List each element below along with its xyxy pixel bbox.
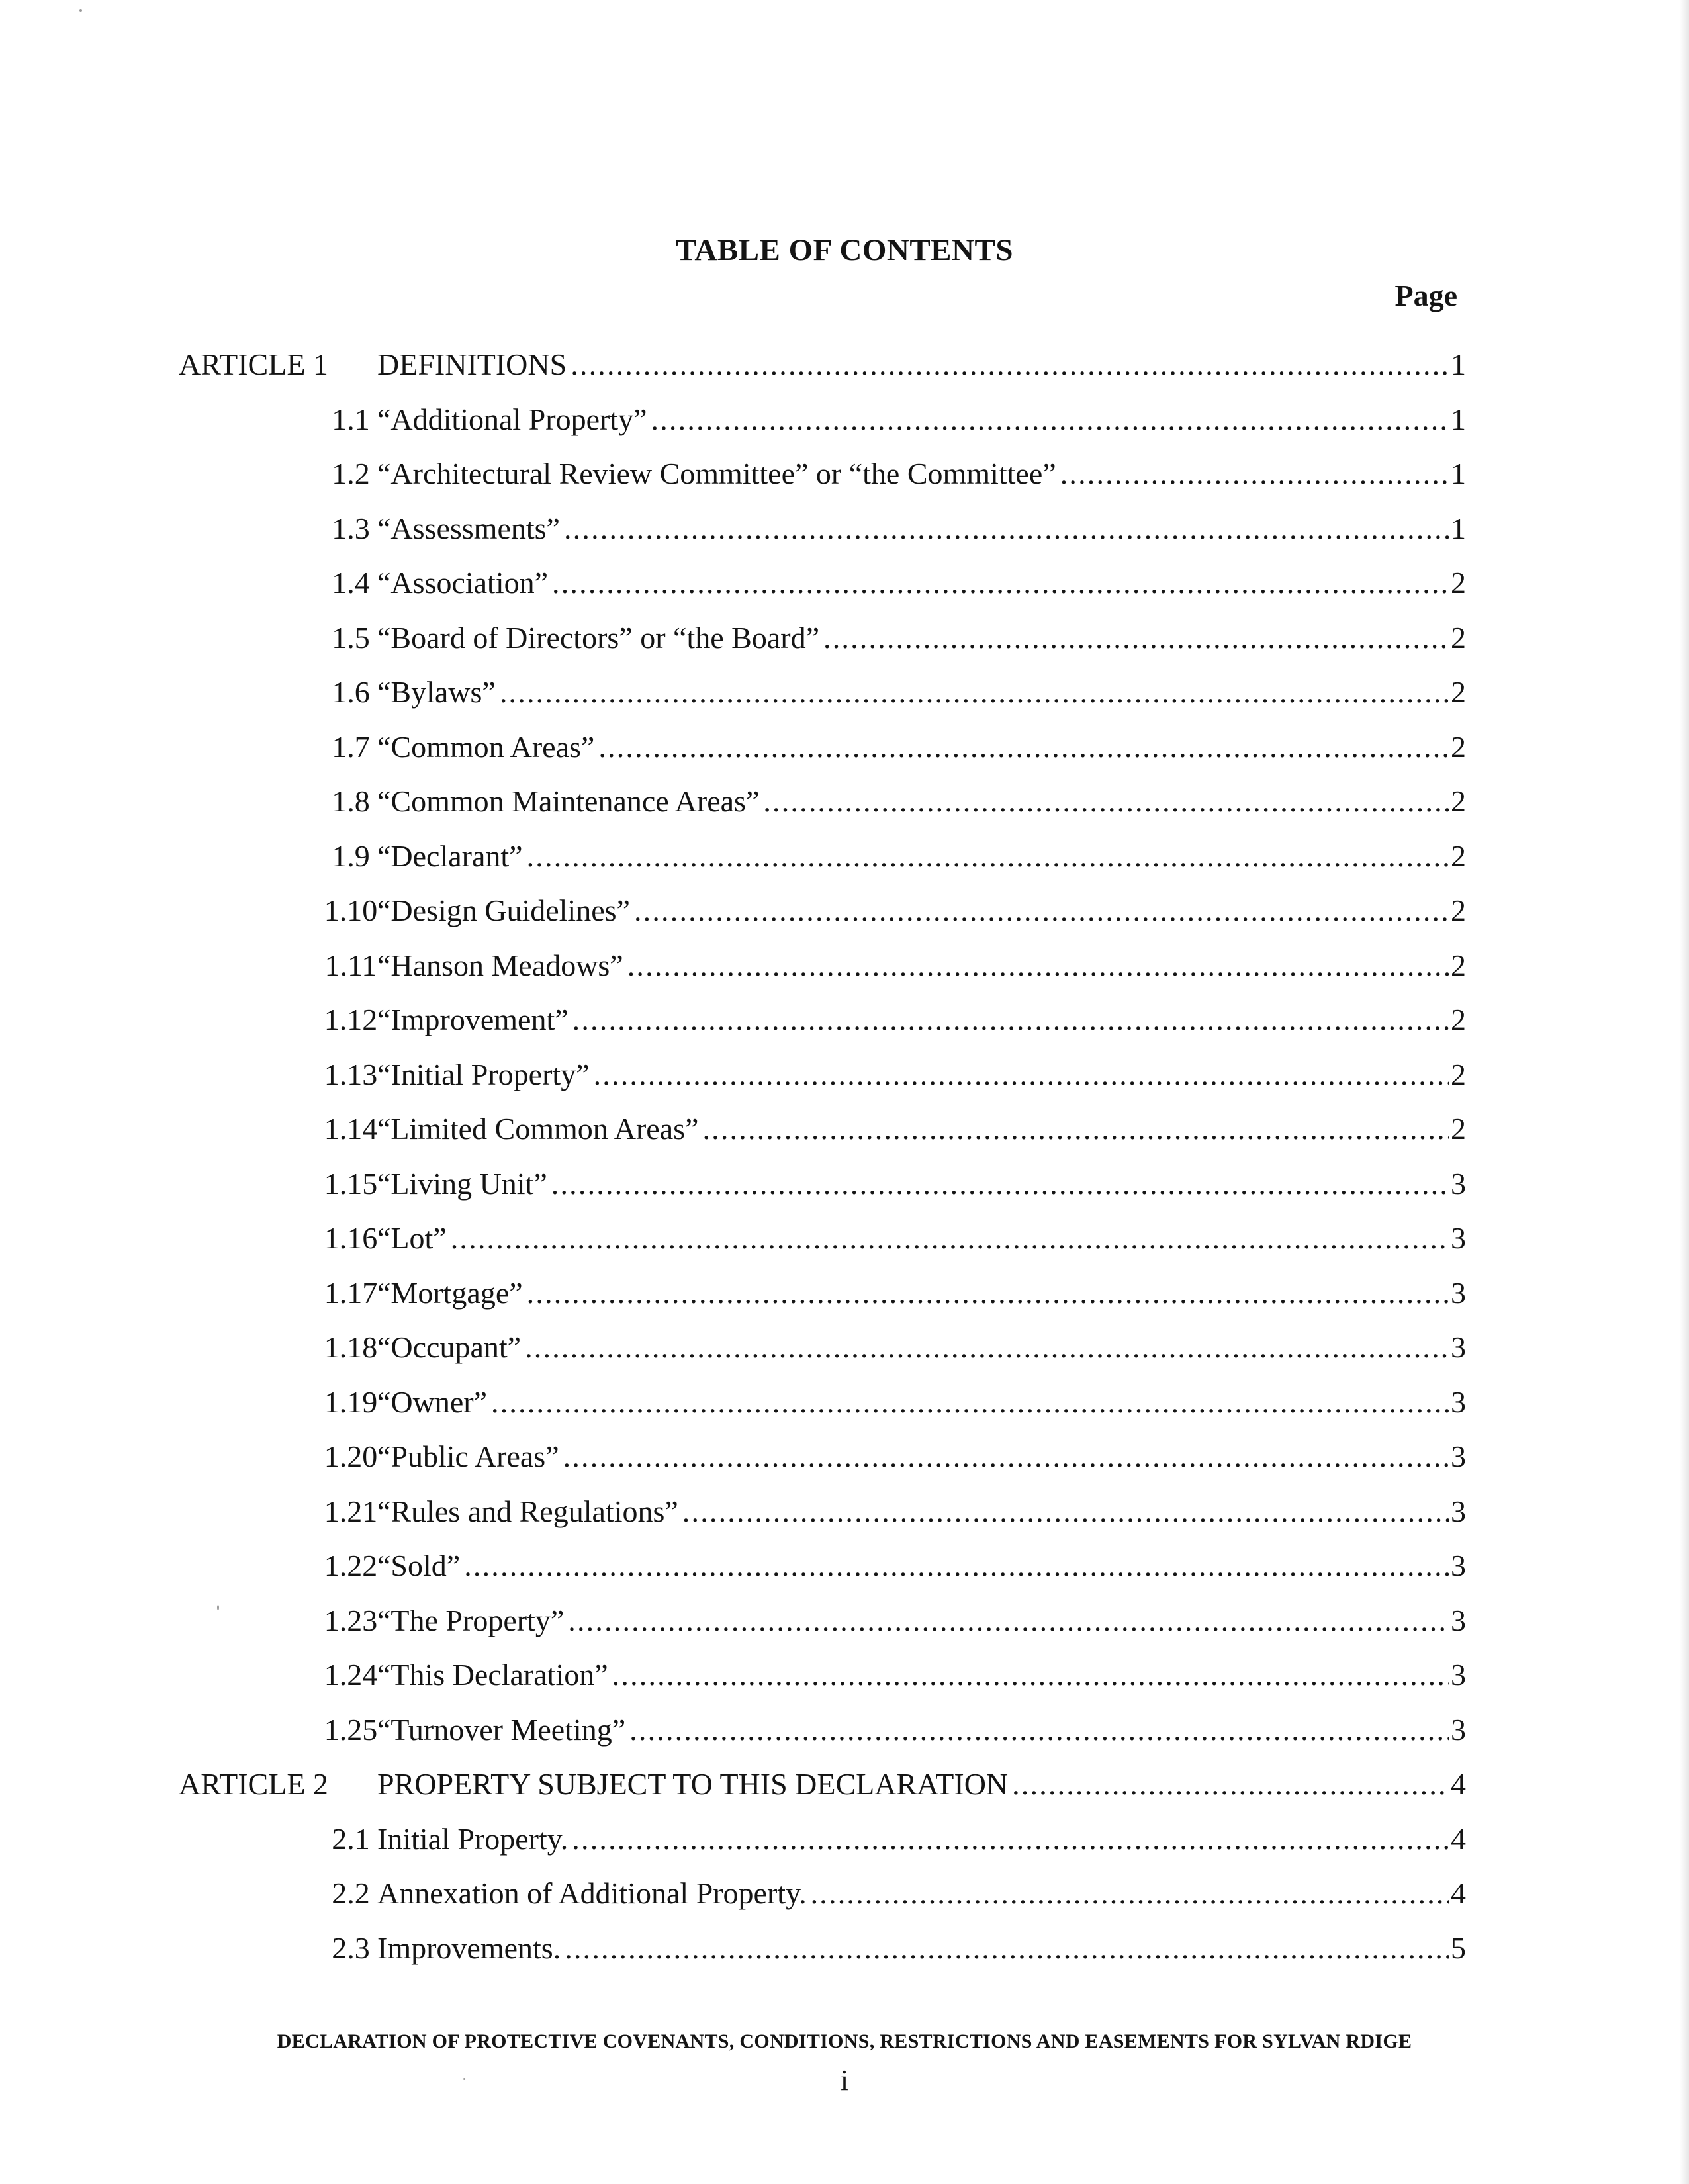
toc-entry-line <box>377 1211 1466 1266</box>
section-number: 1.5 <box>332 620 370 655</box>
toc-page-number: 3 <box>1451 1221 1466 1255</box>
toc-page-number: 2 <box>1451 566 1466 600</box>
toc-entry-line <box>377 556 1466 611</box>
section-number: 1.23 <box>324 1603 378 1637</box>
toc-page-number: 3 <box>1451 1166 1466 1201</box>
dot-leader <box>627 938 1449 993</box>
article-number: ARTICLE 2 <box>179 1767 328 1801</box>
toc-entry-line <box>377 1757 1466 1812</box>
dot-leader <box>612 1648 1449 1703</box>
toc-entry-line <box>377 993 1466 1048</box>
toc-section-row <box>179 938 1466 993</box>
section-number: 1.21 <box>324 1494 378 1528</box>
dot-leader <box>500 665 1449 720</box>
section-title: “Limited Common Areas” <box>377 1112 699 1146</box>
toc-page-number: 2 <box>1451 784 1466 818</box>
toc-section-row <box>179 611 1466 666</box>
toc-section-row <box>179 447 1466 502</box>
toc-entry-line <box>377 1921 1466 1976</box>
dot-leader <box>571 338 1449 392</box>
scanned-page-edge <box>1680 0 1689 2184</box>
section-title: “Owner” <box>377 1385 488 1419</box>
toc-section-row <box>179 1866 1466 1921</box>
toc-entry-line <box>377 502 1466 557</box>
toc-section-row <box>179 556 1466 611</box>
dot-leader <box>598 720 1449 775</box>
section-number: 1.18 <box>324 1330 378 1364</box>
toc-page-number: 4 <box>1451 1876 1466 1910</box>
section-title: “Living Unit” <box>377 1166 547 1201</box>
toc-article-row <box>179 338 1466 392</box>
dot-leader <box>568 1594 1449 1649</box>
toc-page-number: 2 <box>1451 948 1466 982</box>
toc-section-row <box>179 1812 1466 1867</box>
toc-section-row <box>179 392 1466 447</box>
dot-leader <box>1060 447 1449 502</box>
toc-section-row <box>179 1594 1466 1649</box>
section-number: 2.2 <box>332 1876 370 1910</box>
section-title: Annexation of Additional Property. <box>377 1876 807 1910</box>
toc-entry-line <box>377 611 1466 666</box>
dot-leader <box>527 829 1449 884</box>
section-number: 1.3 <box>332 511 370 545</box>
toc-entry-line <box>377 447 1466 502</box>
toc-page-number: 4 <box>1451 1767 1466 1801</box>
toc-section-row <box>179 1048 1466 1103</box>
section-number: 1.9 <box>332 839 370 873</box>
dot-leader <box>563 1430 1449 1484</box>
toc-entry-line <box>377 1866 1466 1921</box>
dot-leader <box>564 502 1449 557</box>
section-title: Initial Property. <box>377 1821 569 1856</box>
toc-entry-line <box>377 1484 1466 1539</box>
toc-entry-line <box>377 938 1466 993</box>
toc-entry-line <box>377 1812 1466 1867</box>
toc-section-row <box>179 1266 1466 1321</box>
toc-page-number: 4 <box>1451 1821 1466 1856</box>
toc-section-row <box>179 502 1466 557</box>
section-title: “Mortgage” <box>377 1275 523 1310</box>
toc-page-number: 2 <box>1451 620 1466 655</box>
section-title: “Additional Property” <box>377 402 647 436</box>
toc-entry-line <box>377 1320 1466 1375</box>
section-title: “Initial Property” <box>377 1057 590 1091</box>
section-number: 1.7 <box>332 729 370 764</box>
toc-section-row <box>179 665 1466 720</box>
section-number: 1.6 <box>332 675 370 709</box>
article-title: DEFINITIONS <box>377 347 567 381</box>
toc-entry-line <box>377 1703 1466 1758</box>
page-number: i <box>840 2064 849 2097</box>
section-title: “Association” <box>377 566 549 600</box>
section-title: “Hanson Meadows” <box>377 948 623 982</box>
toc-page-number: 1 <box>1451 402 1466 436</box>
dot-leader <box>451 1211 1449 1266</box>
dot-leader <box>823 611 1449 666</box>
dot-leader <box>1012 1757 1449 1812</box>
toc-section-row <box>179 1921 1466 1976</box>
section-number: 1.11 <box>324 948 377 982</box>
toc-section-row <box>179 1484 1466 1539</box>
dot-leader <box>702 1102 1449 1157</box>
dot-leader <box>682 1484 1449 1539</box>
toc-article-row <box>179 1757 1466 1812</box>
toc-page-number: 3 <box>1451 1275 1466 1310</box>
toc-entry-line <box>377 1539 1466 1594</box>
dot-leader <box>651 392 1449 447</box>
section-number: 1.1 <box>332 402 370 436</box>
toc-entry-line <box>377 1375 1466 1430</box>
section-title: “This Declaration” <box>377 1658 608 1692</box>
section-number: 1.25 <box>324 1712 378 1747</box>
toc-entry-line <box>377 774 1466 829</box>
section-title: “Assessments” <box>377 511 560 545</box>
toc-section-row <box>179 1102 1466 1157</box>
toc-page-number: 3 <box>1451 1549 1466 1582</box>
toc-page-number: 5 <box>1451 1931 1466 1965</box>
toc-page-number: 3 <box>1451 1603 1466 1637</box>
section-title: “Lot” <box>377 1221 447 1255</box>
section-number: 2.1 <box>332 1821 370 1856</box>
section-title: “Declarant” <box>377 839 523 873</box>
document-footer: DECLARATION OF PROTECTIVE COVENANTS, CONDITIONS, RESTRICTIONS AND EASEMENTS FOR SYLVAN RDIGE <box>277 2030 1412 2052</box>
section-number: 1.22 <box>324 1549 378 1582</box>
section-title: “Public Areas” <box>377 1439 559 1473</box>
toc-entry-line <box>377 829 1466 884</box>
section-title: “Design Guidelines” <box>377 893 630 927</box>
dot-leader <box>525 1320 1449 1375</box>
toc-entry-line <box>377 1594 1466 1649</box>
toc-entry-line <box>377 1102 1466 1157</box>
toc-page-number: 2 <box>1451 1112 1466 1146</box>
section-title: “Common Maintenance Areas” <box>377 784 760 818</box>
scan-speck <box>79 9 82 12</box>
toc-page-number: 3 <box>1451 1385 1466 1419</box>
toc-section-row <box>179 1320 1466 1375</box>
section-number: 2.3 <box>332 1931 370 1965</box>
section-number: 1.19 <box>324 1385 378 1419</box>
toc-entry-line <box>377 1430 1466 1484</box>
toc-section-row <box>179 993 1466 1048</box>
toc-section-row <box>179 774 1466 829</box>
toc-entry-line <box>377 1266 1466 1321</box>
toc-section-row <box>179 1157 1466 1212</box>
section-number: 1.2 <box>332 457 370 490</box>
section-title: Improvements. <box>377 1931 561 1965</box>
section-number: 1.24 <box>324 1658 378 1692</box>
section-title: “Sold” <box>377 1549 461 1582</box>
dot-leader <box>763 774 1449 829</box>
toc-page-number: 3 <box>1451 1439 1466 1473</box>
dot-leader <box>565 1921 1449 1976</box>
dot-leader <box>629 1703 1449 1758</box>
toc-section-row <box>179 1648 1466 1703</box>
section-title: “Bylaws” <box>377 675 496 709</box>
toc-section-row <box>179 1539 1466 1594</box>
toc-page-number: 3 <box>1451 1712 1466 1747</box>
toc-page-number: 2 <box>1451 1057 1466 1091</box>
dot-leader <box>634 884 1449 938</box>
toc-entry-line <box>377 720 1466 775</box>
section-number: 1.4 <box>332 566 370 600</box>
toc-page-number: 2 <box>1451 1003 1466 1036</box>
toc-section-row <box>179 884 1466 938</box>
toc-page-number: 3 <box>1451 1494 1466 1528</box>
toc-entry-line <box>377 1157 1466 1212</box>
toc-entry-line <box>377 1648 1466 1703</box>
toc-section-row <box>179 1375 1466 1430</box>
section-title: “Common Areas” <box>377 729 595 764</box>
section-title: “Occupant” <box>377 1330 522 1364</box>
dot-leader <box>572 993 1449 1048</box>
section-title: “Architectural Review Committee” or “the Committee” <box>377 457 1056 490</box>
section-number: 1.20 <box>324 1439 378 1473</box>
article-title: PROPERTY SUBJECT TO THIS DECLARATION <box>377 1767 1009 1801</box>
section-number: 1.12 <box>324 1003 378 1036</box>
section-title: “Improvement” <box>377 1003 569 1036</box>
dot-leader <box>572 1812 1449 1867</box>
toc-page-number: 2 <box>1451 893 1466 927</box>
toc-page-number: 2 <box>1451 839 1466 873</box>
page-title: TABLE OF CONTENTS <box>676 233 1013 268</box>
section-number: 1.13 <box>324 1057 378 1091</box>
section-title: “Turnover Meeting” <box>377 1712 626 1747</box>
toc-section-row <box>179 1430 1466 1484</box>
toc-entry-line <box>377 1048 1466 1103</box>
toc-page-number: 2 <box>1451 675 1466 709</box>
section-number: 1.8 <box>332 784 370 818</box>
section-number: 1.16 <box>324 1221 378 1255</box>
dot-leader <box>811 1866 1449 1921</box>
section-number: 1.14 <box>324 1112 378 1146</box>
toc-page-number: 3 <box>1451 1330 1466 1364</box>
table-of-contents <box>179 338 1466 1976</box>
toc-entry-line <box>377 392 1466 447</box>
dot-leader <box>491 1375 1449 1430</box>
dot-leader <box>551 1157 1449 1212</box>
section-number: 1.17 <box>324 1275 378 1310</box>
section-number: 1.15 <box>324 1166 378 1201</box>
toc-entry-line <box>377 884 1466 938</box>
page-column-header: Page <box>1394 279 1457 312</box>
section-title: “Board of Directors” or “the Board” <box>377 620 819 655</box>
toc-section-row <box>179 1703 1466 1758</box>
toc-page-number: 1 <box>1451 511 1466 545</box>
toc-section-row <box>179 1211 1466 1266</box>
section-title: “Rules and Regulations” <box>377 1494 678 1528</box>
toc-page-number: 1 <box>1451 347 1466 381</box>
toc-page-number: 1 <box>1451 457 1466 490</box>
section-title: “The Property” <box>377 1603 565 1637</box>
toc-section-row <box>179 829 1466 884</box>
toc-entry-line <box>377 338 1466 392</box>
toc-entry-line <box>377 665 1466 720</box>
dot-leader <box>527 1266 1449 1321</box>
dot-leader <box>464 1539 1449 1594</box>
dot-leader <box>594 1048 1449 1103</box>
toc-section-row <box>179 720 1466 775</box>
toc-page-number: 3 <box>1451 1658 1466 1692</box>
article-number: ARTICLE 1 <box>179 347 328 381</box>
section-number: 1.10 <box>324 893 378 927</box>
dot-leader <box>552 556 1449 611</box>
toc-page-number: 2 <box>1451 729 1466 764</box>
